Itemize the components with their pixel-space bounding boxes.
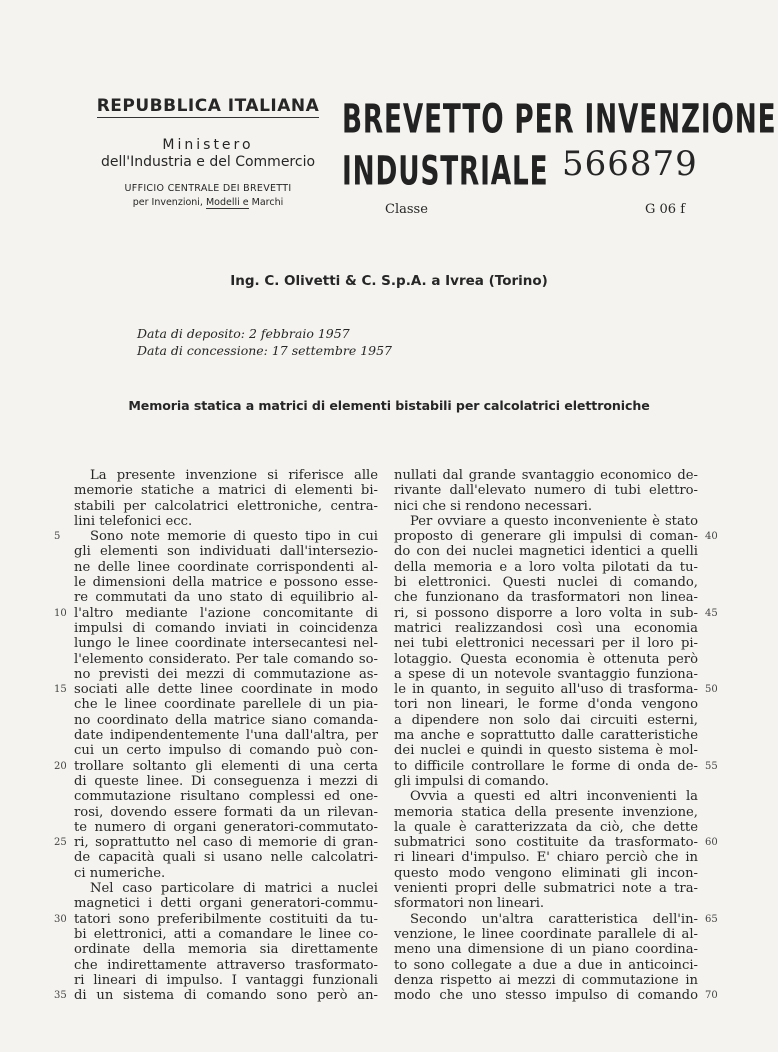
- class-label: Classe: [385, 202, 428, 217]
- office-line-1: UFFICIO CENTRALE DEI BREVETTI: [124, 183, 292, 194]
- text-line: questo modo vengono eliminati gli incon-: [394, 865, 698, 881]
- patent-owner: Ing. C. Olivetti & C. S.p.A. a Ivrea (Torino): [230, 273, 548, 289]
- class-code: G 06 f: [645, 202, 686, 217]
- line-number: 25: [54, 837, 67, 849]
- text-line: matrici realizzandosi così una economia: [394, 620, 698, 636]
- right-text-column: [394, 468, 698, 1003]
- text-line: che le linee coordinate parellele di un pia-: [74, 697, 378, 713]
- line-number: 55: [705, 760, 718, 772]
- left-text-column: [74, 468, 378, 1003]
- text-line: rosi, dovendo essere formati da un rilevan-: [74, 804, 378, 820]
- line-number: 10: [54, 607, 67, 619]
- text-line: no coordinato della matrice siano comanda-: [74, 712, 378, 728]
- text-line: a dipendere non solo dai circuiti esterni,: [394, 712, 698, 728]
- line-number: 65: [705, 913, 718, 925]
- line-number: 50: [705, 684, 718, 696]
- text-line: tori non lineari, le forme d'onda vengono: [394, 697, 698, 713]
- patent-title-line-1: BREVETTO PER INVENZIONE: [342, 96, 777, 144]
- text-line: lotaggio. Questa economia è ottenuta però: [394, 651, 698, 667]
- text-line: meno una dimensione di un piano coordina-: [394, 942, 698, 958]
- office-line-2: per Invenzioni, Modelli e Marchi: [132, 197, 284, 208]
- text-line: la quale è caratterizzata da ciò, che dette: [394, 819, 698, 835]
- text-line: commutazione risultano complessi ed one-: [74, 789, 378, 805]
- text-line: ci numeriche.: [74, 865, 166, 881]
- text-line: Per ovviare a questo inconveniente è stato: [410, 513, 698, 529]
- text-line: to difficile controllare le forme di onda de-: [394, 758, 698, 774]
- text-line: l'elemento considerato. Per tale comando so-: [74, 651, 378, 667]
- text-line: rivante dall'elevato numero di tubi elettro-: [394, 483, 698, 499]
- text-line: re commutati da uno stato di equilibrio al-: [74, 590, 378, 606]
- text-line: tatori sono preferibilmente costituiti da tu-: [74, 911, 378, 927]
- text-line: ri lineari di impulso. I vantaggi funzionali: [74, 972, 378, 988]
- line-number: 70: [705, 990, 718, 1002]
- text-line: proposto di generare gli impulsi di coman-: [394, 529, 698, 545]
- patent-number: 566879: [562, 144, 698, 184]
- text-line: gli impulsi di comando.: [394, 773, 549, 789]
- text-line: te numero di organi generatori-commutato-: [74, 819, 378, 835]
- text-line: nei tubi elettronici necessari per il loro pi-: [394, 636, 698, 652]
- text-line: sociati alle dette linee coordinate in modo: [74, 682, 378, 698]
- text-line: le dimensioni della matrice e possono esse-: [74, 575, 378, 591]
- text-line: trollare soltanto gli elementi di una certa: [74, 758, 378, 774]
- text-line: nici che si rendono necessari.: [394, 498, 593, 514]
- text-line: to sono collegate a due a due in anticoinci-: [394, 957, 698, 973]
- line-number: 40: [705, 531, 718, 543]
- text-line: ri, si possono disporre a loro volta in sub-: [394, 605, 698, 621]
- text-line: do con dei nuclei magnetici identici a quelli: [394, 544, 698, 560]
- text-line: bi elettronici, atti a comandare le linee co-: [74, 926, 378, 942]
- text-line: Secondo un'altra caratteristica dell'in-: [410, 911, 698, 927]
- text-line: ri, soprattutto nel caso di memorie di gran-: [74, 835, 378, 851]
- text-line: nullati dal grande svantaggio economico de-: [394, 468, 698, 483]
- patent-title-line-2: INDUSTRIALE: [342, 148, 549, 196]
- text-line: ordinate della memoria sia direttamente: [74, 942, 378, 958]
- text-line: lini telefonici ecc.: [74, 513, 193, 529]
- text-line: l'altro mediante l'azione concomitante di: [74, 605, 378, 621]
- ministry-line-1: Ministero: [162, 137, 254, 153]
- line-number: 15: [54, 684, 67, 696]
- text-line: de capacità quali si usano nelle calcolatri-: [74, 850, 378, 866]
- text-line: memoria statica della presente invenzione,: [394, 804, 698, 820]
- text-line: le in quanto, in seguito all'uso di trasforma-: [394, 682, 698, 698]
- text-line: ri lineari d'impulso. E' chiaro perciò che in: [394, 850, 698, 866]
- line-number: 5: [54, 531, 61, 543]
- patent-subject: Memoria statica a matrici di elementi bistabili per calcolatrici elettroniche: [128, 398, 650, 413]
- republic-heading: REPUBBLICA ITALIANA: [96, 96, 320, 116]
- line-number: 45: [705, 607, 718, 619]
- ministry-line-2: dell'Industria e del Commercio: [100, 154, 316, 170]
- text-line: Ovvia a questi ed altri inconvenienti la: [410, 789, 698, 805]
- text-line: venzione, le linee coordinate parallele di al-: [394, 926, 698, 942]
- text-line: bi elettronici. Questi nuclei di comando,: [394, 575, 698, 591]
- text-line: di un sistema di comando sono però an-: [74, 988, 378, 1004]
- text-line: magnetici i detti organi generatori-commu-: [74, 896, 378, 912]
- text-line: denza rispetto ai mezzi di commutazione in: [394, 972, 698, 988]
- text-line: submatrici sono costituite da trasformato-: [394, 835, 698, 851]
- text-line: date indipendentemente l'una dall'altra, per: [74, 728, 378, 744]
- grant-date: Data di concessione: 17 settembre 1957: [137, 343, 393, 358]
- text-line: della memoria e a loro volta pilotati da tu-: [394, 559, 698, 575]
- text-line: cui un certo impulso di comando può con-: [74, 743, 378, 759]
- text-line: no previsti dei mezzi di commutazione as-: [74, 666, 378, 682]
- text-line: modo che uno stesso impulso di comando: [394, 988, 698, 1004]
- line-number: 35: [54, 990, 67, 1002]
- text-line: ne delle linee coordinate corrispondenti al-: [74, 559, 378, 575]
- text-line: gli elementi son individuati dall'intersezio-: [74, 544, 378, 560]
- line-number: 20: [54, 760, 67, 772]
- text-line: memorie statiche a matrici di elementi bi-: [74, 483, 378, 499]
- text-line: Sono note memorie di questo tipo in cui: [90, 529, 378, 545]
- text-line: sformatori non lineari.: [394, 896, 545, 912]
- text-line: ma anche e soprattutto dalle caratteristiche: [394, 728, 698, 744]
- deposit-date: Data di deposito: 2 febbraio 1957: [137, 326, 350, 341]
- line-number: 60: [705, 837, 718, 849]
- text-line: stabili per calcolatrici elettroniche, centra-: [74, 498, 378, 514]
- text-line: Nel caso particolare di matrici a nuclei: [90, 881, 378, 897]
- text-line: di queste linee. Di conseguenza i mezzi di: [74, 773, 378, 789]
- text-line: lungo le linee coordinate intersecantesi nel-: [74, 636, 378, 652]
- line-number: 30: [54, 913, 67, 925]
- text-line: La presente invenzione si riferisce alle: [90, 468, 378, 483]
- text-line: a spese di un notevole svantaggio funziona-: [394, 666, 698, 682]
- patent-dates: [137, 325, 392, 359]
- text-line: impulsi di comando inviati in coincidenza: [74, 620, 378, 636]
- text-line: dei nuclei e quindi in questo sistema è mol-: [394, 743, 698, 759]
- text-line: venienti propri delle submatrici note a tra-: [394, 881, 698, 897]
- text-line: che funzionano da trasformatori non linea-: [394, 590, 698, 606]
- text-line: che indirettamente attraverso trasformato-: [74, 957, 378, 973]
